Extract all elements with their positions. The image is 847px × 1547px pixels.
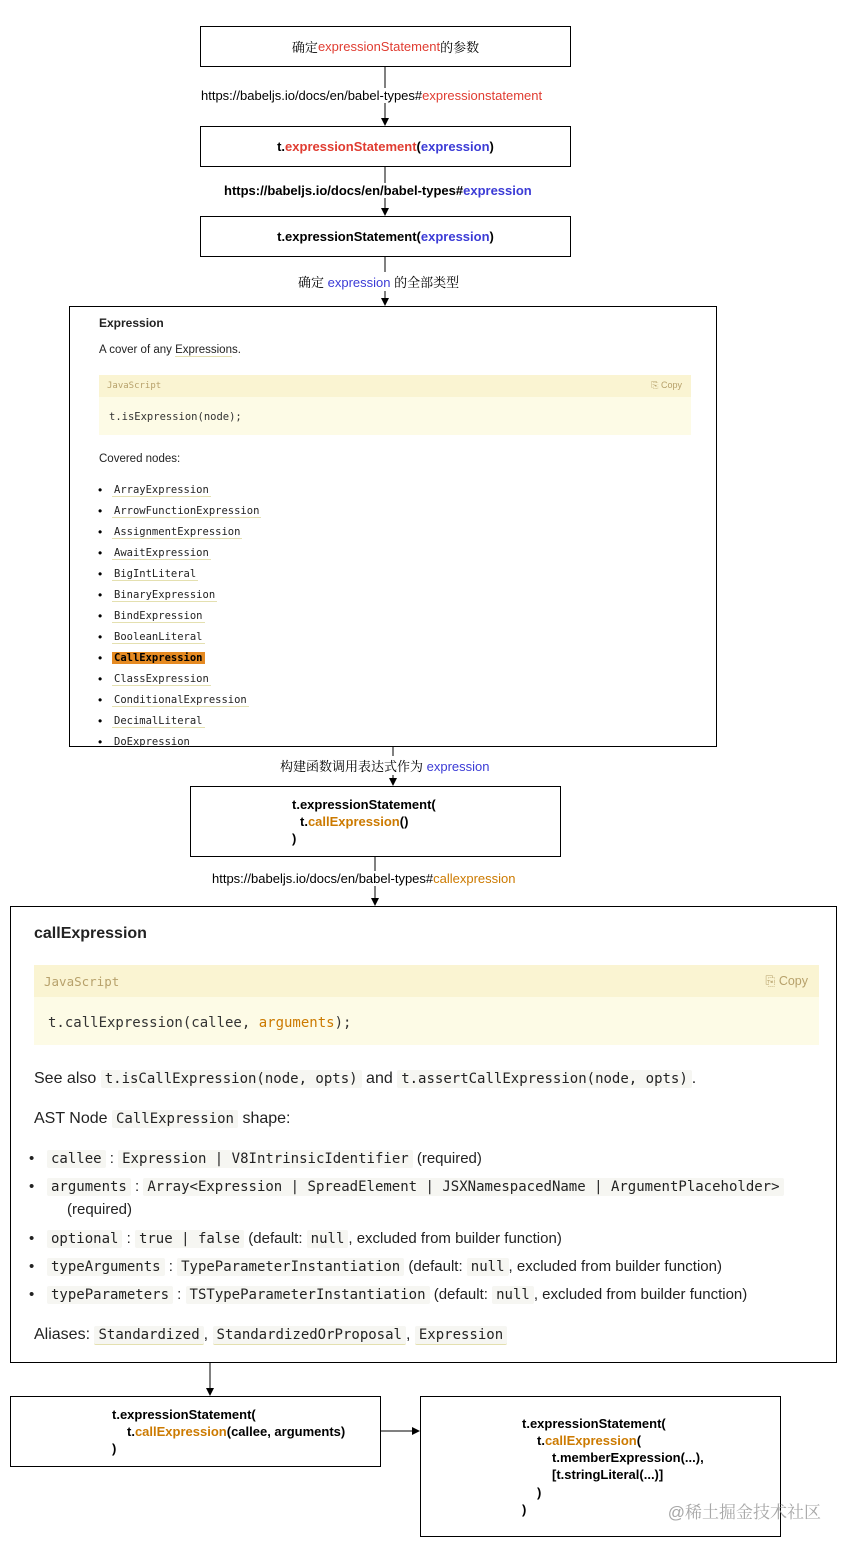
note-prefix: (default: xyxy=(408,1258,463,1275)
note-prefix: (default: xyxy=(248,1230,303,1247)
step2-fn: expressionStatement xyxy=(285,139,417,154)
code-header xyxy=(99,375,691,397)
see-also-line xyxy=(34,1070,696,1088)
step4-line1: t.expressionStatement( xyxy=(292,797,436,812)
bullet: • xyxy=(98,735,103,747)
alias-link[interactable]: Standardized xyxy=(94,1326,203,1345)
label3-suffix: 的全部类型 xyxy=(390,275,460,290)
expression-doc-panel xyxy=(69,306,717,747)
default-value: null xyxy=(467,1258,509,1276)
call-code-block xyxy=(34,965,819,1045)
step6-suffix: ( xyxy=(636,1433,642,1448)
step4-line2 xyxy=(300,814,408,829)
bullet: • xyxy=(98,504,103,518)
call-doc-title: callExpression xyxy=(34,925,147,942)
covered-node-link[interactable]: AssignmentExpression xyxy=(114,526,241,538)
alias-link[interactable]: StandardizedOrProposal xyxy=(213,1326,406,1345)
note-prefix: (default: xyxy=(433,1286,488,1303)
bullet: • xyxy=(29,1178,35,1195)
covered-node-link[interactable]: BinaryExpression xyxy=(114,589,216,601)
bullet: • xyxy=(29,1286,35,1303)
field-type: Expression | V8IntrinsicIdentifier xyxy=(118,1150,413,1168)
covered-node-link[interactable]: BigIntLiteral xyxy=(114,568,197,580)
step-call-expression xyxy=(190,786,561,857)
covered-node-item xyxy=(98,606,205,627)
step1-highlight: expressionStatement xyxy=(317,39,441,54)
link-expressionstatement[interactable] xyxy=(201,88,542,103)
bullet: • xyxy=(98,567,103,581)
desc-prefix: A cover of any xyxy=(99,344,176,356)
label-all-types xyxy=(298,272,459,291)
expression-doc-title: Expression xyxy=(99,316,164,330)
step2-close: ) xyxy=(489,139,494,154)
see-also-and: and xyxy=(366,1070,393,1087)
field-type-parameters: • typeParameters : TSTypeParameterInstantiation (default: null , excluded from builder function) xyxy=(29,1286,748,1303)
label4-highlight: expression xyxy=(426,759,490,774)
field-name: callee xyxy=(47,1150,106,1168)
shape-line xyxy=(34,1110,291,1128)
code-suffix: ); xyxy=(334,1015,352,1031)
bullet: • xyxy=(98,651,103,665)
link2-anchor: expression xyxy=(463,183,532,198)
covered-node-link[interactable]: DecimalLiteral xyxy=(114,715,203,727)
step6-line6: ) xyxy=(522,1502,527,1517)
code-text: t.isExpression(node); xyxy=(109,411,242,423)
covered-node-link[interactable]: ArrayExpression xyxy=(114,484,209,496)
link3-base: https://babeljs.io/docs/en/babel-types# xyxy=(212,871,434,886)
aliases-label: Aliases: xyxy=(34,1326,91,1343)
bullet: • xyxy=(98,525,103,539)
bullet: • xyxy=(98,483,103,497)
bullet: • xyxy=(98,588,103,602)
field-name: typeParameters xyxy=(47,1286,173,1304)
covered-node-item xyxy=(98,564,198,585)
step5-line3: ) xyxy=(112,1441,117,1456)
bullet: • xyxy=(29,1258,35,1275)
step5-suffix: (callee, arguments) xyxy=(226,1424,346,1439)
see-also-prefix: See also xyxy=(34,1070,97,1087)
covered-node-link[interactable]: AwaitExpression xyxy=(114,547,209,559)
covered-node-item xyxy=(98,480,211,501)
label4-prefix: 构建函数调用表达式作为 xyxy=(280,759,427,774)
alias-link[interactable]: Expression xyxy=(415,1326,507,1345)
code-prefix: t.callExpression(callee, xyxy=(48,1015,259,1031)
step6-line2 xyxy=(537,1433,641,1448)
step4-fn: callExpression xyxy=(307,814,400,829)
shape-node: CallExpression xyxy=(112,1110,238,1128)
copy-button[interactable] xyxy=(651,380,682,391)
covered-node-link[interactable]: ConditionalExpression xyxy=(114,694,247,706)
see-also-a[interactable]: t.isCallExpression(node, opts) xyxy=(101,1070,362,1088)
call-copy-button[interactable] xyxy=(765,974,808,989)
code-highlight: arguments xyxy=(258,1015,335,1031)
covered-node-item xyxy=(98,711,205,732)
watermark: @稀土掘金技术社区 xyxy=(667,1503,821,1522)
shape-suffix: shape: xyxy=(242,1110,291,1127)
copy-icon: ⎘ xyxy=(765,974,779,988)
step-expression-statement-signature xyxy=(200,126,571,167)
desc-link[interactable]: Expression xyxy=(175,344,232,356)
field-optional: • optional : true | false (default: null , excluded from builder function) xyxy=(29,1230,562,1247)
bullet: • xyxy=(98,714,103,728)
step5-t: t. xyxy=(127,1424,135,1439)
covered-node-link[interactable]: ArrowFunctionExpression xyxy=(114,505,260,517)
link-expression[interactable] xyxy=(224,183,532,198)
step3-fn: t.expressionStatement( xyxy=(277,229,421,244)
covered-node-link[interactable]: DoExpression xyxy=(114,736,190,747)
step6-line1: t.expressionStatement( xyxy=(522,1416,666,1431)
covered-node-link[interactable]: ClassExpression xyxy=(114,673,209,685)
step5-line1: t.expressionStatement( xyxy=(112,1407,256,1422)
bullet: • xyxy=(98,672,103,686)
note-suffix: , excluded from builder function) xyxy=(508,1258,722,1275)
label3-highlight: expression xyxy=(327,275,391,290)
covered-node-item xyxy=(98,585,217,606)
bullet: • xyxy=(98,630,103,644)
step4-t: t. xyxy=(300,814,308,829)
default-value: null xyxy=(492,1286,534,1304)
expression-doc-desc xyxy=(99,344,241,356)
field-arguments-note: (required) xyxy=(67,1201,133,1218)
call-code-lang: JavaScript xyxy=(44,974,120,989)
link3-anchor: callexpression xyxy=(433,871,516,886)
step2-open: ( xyxy=(416,139,421,154)
shape-prefix: AST Node xyxy=(34,1110,108,1127)
step5-line2 xyxy=(127,1424,345,1439)
note-suffix: , excluded from builder function) xyxy=(533,1286,748,1303)
bullet: • xyxy=(29,1230,35,1247)
code-lang: JavaScript xyxy=(107,381,162,391)
call-expression-doc-panel xyxy=(10,906,837,1363)
field-callee: • callee : Expression | V8IntrinsicIdentifier (required) xyxy=(29,1150,482,1167)
label3-prefix: 确定 xyxy=(298,275,328,290)
see-also-end: . xyxy=(691,1070,697,1087)
bullet: • xyxy=(98,609,103,623)
covered-node-item xyxy=(98,690,249,711)
step3-close: ) xyxy=(489,229,494,244)
covered-node-item xyxy=(98,543,211,564)
copy-label: Copy xyxy=(660,380,682,390)
field-arguments: • arguments : Array<Expression | SpreadElement | JSXNamespacedName | ArgumentPlaceholder> xyxy=(47,1178,807,1195)
field-type: true | false xyxy=(135,1230,244,1248)
field-name: typeArguments xyxy=(47,1258,165,1276)
step2-arg: expression xyxy=(420,139,490,154)
step3-arg: expression xyxy=(420,229,490,244)
desc-suffix: s. xyxy=(231,344,241,356)
step1-suffix: 的参数 xyxy=(440,40,480,55)
covered-node-link[interactable]: BindExpression xyxy=(114,610,203,622)
step4-suffix: () xyxy=(399,814,409,829)
label-build-call xyxy=(280,756,490,775)
covered-label: Covered nodes: xyxy=(99,453,181,465)
step6-line3: t.memberExpression(...), xyxy=(552,1450,704,1465)
call-copy-label: Copy xyxy=(778,974,808,988)
note-suffix: , excluded from builder function) xyxy=(348,1230,562,1247)
field-name: optional xyxy=(47,1230,122,1248)
step5-fn: callExpression xyxy=(134,1424,227,1439)
field-type: TSTypeParameterInstantiation xyxy=(186,1286,430,1304)
default-value: null xyxy=(307,1230,349,1248)
step-determine-params xyxy=(200,26,571,67)
field-type: TypeParameterInstantiation xyxy=(177,1258,404,1276)
field-type: Array<Expression | SpreadElement | JSXNamespacedName | ArgumentPlaceholder> xyxy=(143,1178,783,1196)
link-callexpression[interactable] xyxy=(212,871,516,886)
covered-node-item xyxy=(98,501,261,522)
step-call-with-args xyxy=(10,1396,381,1467)
step4-line3: ) xyxy=(292,831,297,846)
covered-node-link[interactable]: BooleanLiteral xyxy=(114,631,203,643)
covered-node-item xyxy=(98,669,211,690)
aliases-line: Aliases: Standardized , StandardizedOrProposal , Expression xyxy=(34,1326,507,1344)
covered-node-link[interactable]: CallExpression xyxy=(114,652,203,664)
covered-node-item xyxy=(98,648,205,669)
step6-fn: callExpression xyxy=(544,1433,637,1448)
bullet: • xyxy=(98,546,103,560)
call-code-text xyxy=(48,1015,351,1031)
covered-node-item xyxy=(98,732,192,747)
bullet: • xyxy=(29,1150,35,1167)
step6-line5: ) xyxy=(537,1485,542,1500)
copy-icon: ⎘ xyxy=(651,380,661,390)
see-also-b[interactable]: t.assertCallExpression(node, opts) xyxy=(397,1070,692,1088)
step-expression-argument xyxy=(200,216,571,257)
covered-node-item xyxy=(98,522,242,543)
bullet: • xyxy=(98,693,103,707)
call-code-header xyxy=(34,965,819,997)
field-type-arguments: • typeArguments : TypeParameterInstantiation (default: null , excluded from builder function) xyxy=(29,1258,722,1275)
field-name: arguments xyxy=(47,1178,131,1196)
step2-t: t. xyxy=(277,139,286,154)
step1-prefix: 确定 xyxy=(291,40,318,55)
link1-base: https://babeljs.io/docs/en/babel-types# xyxy=(201,88,423,103)
link2-base: https://babeljs.io/docs/en/babel-types# xyxy=(224,183,464,198)
expression-code-block xyxy=(99,375,691,435)
covered-node-item xyxy=(98,627,205,648)
step6-line4: [t.stringLiteral(...)] xyxy=(552,1467,664,1482)
step6-t: t. xyxy=(537,1433,545,1448)
field-note: (required) xyxy=(416,1150,482,1167)
link1-anchor: expressionstatement xyxy=(422,88,543,103)
